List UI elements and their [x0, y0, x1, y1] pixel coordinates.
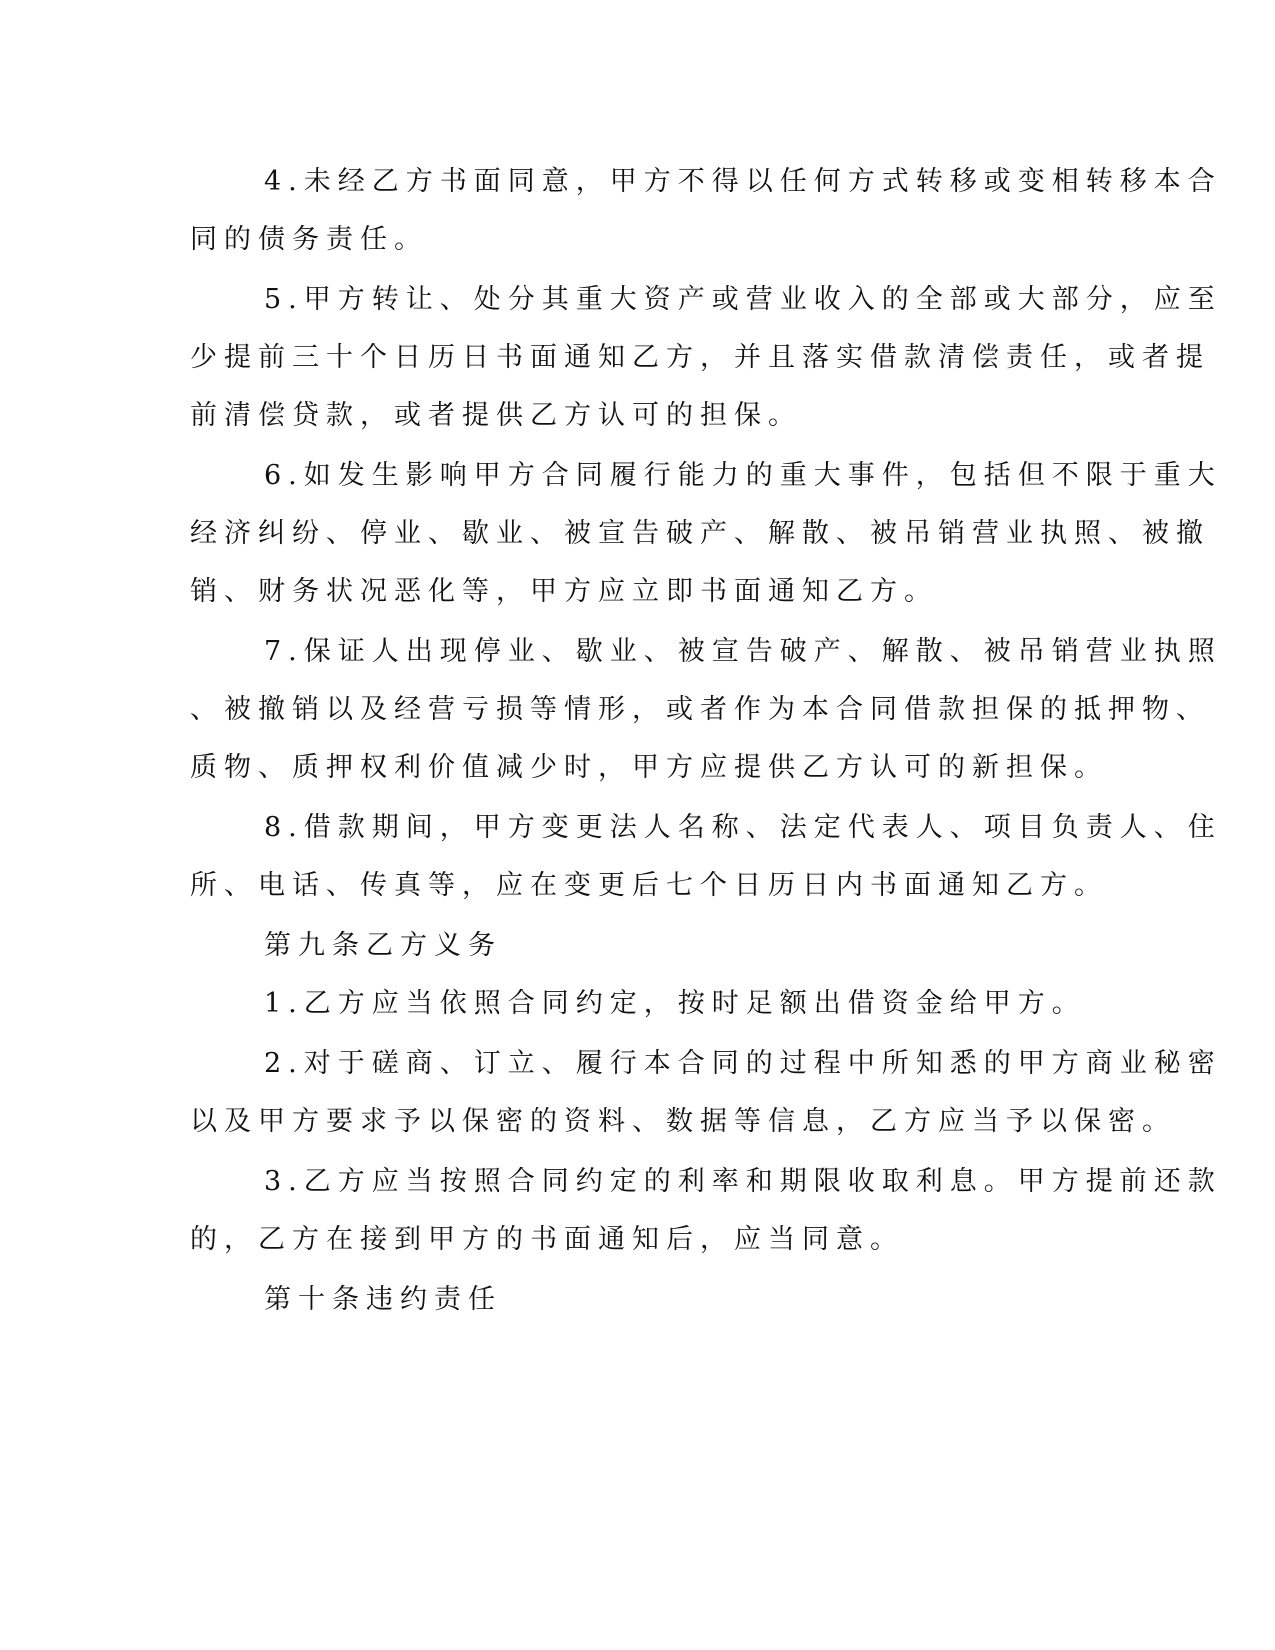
article-9-item-2-line-2: 以及甲方要求予以保密的资料、数据等信息，乙方应当予以保密。 — [190, 1106, 1176, 1137]
article-9-item-1: 1.乙方应当依照合同约定，按时足额出借资金给甲方。 — [264, 988, 1086, 1019]
article-9-item-2-line-1: 2.对于磋商、订立、履行本合同的过程中所知悉的甲方商业秘密 — [264, 1048, 1222, 1079]
paragraph-5-line-2: 少提前三十个日历日书面通知乙方，并且落实借款清偿责任，或者提 — [190, 342, 1210, 373]
paragraph-6-line-1: 6.如发生影响甲方合同履行能力的重大事件，包括但不限于重大 — [264, 460, 1222, 491]
paragraph-7-line-3: 质物、质押权利价值减少时，甲方应提供乙方认可的新担保。 — [190, 752, 1108, 783]
paragraph-8-line-1: 8.借款期间，甲方变更法人名称、法定代表人、项目负责人、住 — [264, 812, 1222, 843]
paragraph-4-line-1: 4.未经乙方书面同意，甲方不得以任何方式转移或变相转移本合 — [264, 166, 1222, 197]
paragraph-7-line-1: 7.保证人出现停业、歇业、被宣告破产、解散、被吊销营业执照 — [264, 636, 1222, 667]
paragraph-8-line-2: 所、电话、传真等，应在变更后七个日历日内书面通知乙方。 — [190, 870, 1108, 901]
article-9-item-3-line-2: 的，乙方在接到甲方的书面通知后，应当同意。 — [190, 1224, 904, 1255]
paragraph-7-line-2: 、被撤销以及经营亏损等情形，或者作为本合同借款担保的抵押物、 — [190, 694, 1210, 725]
paragraph-5-line-1: 5.甲方转让、处分其重大资产或营业收入的全部或大部分，应至 — [264, 284, 1222, 315]
paragraph-6-line-3: 销、财务状况恶化等，甲方应立即书面通知乙方。 — [190, 576, 938, 607]
section-heading-article-9: 第九条乙方义务 — [264, 930, 502, 961]
article-9-item-3-line-1: 3.乙方应当按照合同约定的利率和期限收取利息。甲方提前还款 — [264, 1166, 1222, 1197]
paragraph-6-line-2: 经济纠纷、停业、歇业、被宣告破产、解散、被吊销营业执照、被撤 — [190, 518, 1210, 549]
paragraph-5-line-3: 前清偿贷款，或者提供乙方认可的担保。 — [190, 400, 802, 431]
section-heading-article-10: 第十条违约责任 — [264, 1284, 502, 1315]
paragraph-4-line-2: 同的债务责任。 — [190, 224, 428, 255]
